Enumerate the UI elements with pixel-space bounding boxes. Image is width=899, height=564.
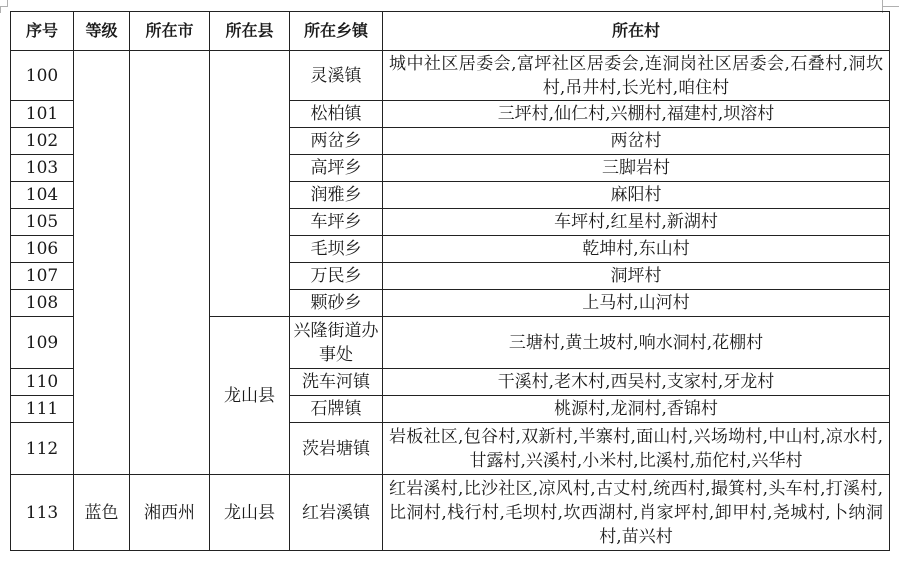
header-grade: 等级 <box>74 12 130 51</box>
row-villages: 城中社区居委会,富坪社区居委会,连洞岗社区居委会,石叠村,洞坎村,吊井村,长光村,咱住村 <box>383 51 890 101</box>
row-villages: 上马村,山河村 <box>383 290 890 317</box>
row-no: 104 <box>11 182 74 209</box>
table-header-row <box>11 12 890 51</box>
row-villages: 红岩溪村,比沙社区,凉风村,古丈村,统西村,撮箕村,头车村,打溪村,比洞村,栈行村,毛坝村,坎西湖村,肖家坪村,卸甲村,尧城村,卜纳洞村,苗兴村 <box>383 475 890 551</box>
row-villages: 岩板社区,包谷村,双新村,半寨村,面山村,兴场坳村,中山村,凉水村,甘露村,兴溪村,小米村,比溪村,茄佗村,兴华村 <box>383 423 890 475</box>
row-villages: 洞坪村 <box>383 263 890 290</box>
row-villages: 三坪村,仙仁村,兴棚村,福建村,坝溶村 <box>383 101 890 128</box>
county-cell-empty <box>210 51 290 317</box>
row-no: 105 <box>11 209 74 236</box>
grade-cell: 蓝色 <box>74 475 130 551</box>
row-no: 113 <box>11 475 74 551</box>
header-town: 所在乡镇 <box>290 12 383 51</box>
header-no: 序号 <box>11 12 74 51</box>
table-row <box>11 51 890 101</box>
row-villages: 两岔村 <box>383 128 890 155</box>
row-town: 毛坝乡 <box>290 236 383 263</box>
row-villages: 干溪村,老木村,西吴村,支家村,牙龙村 <box>383 369 890 396</box>
row-no: 103 <box>11 155 74 182</box>
page-corner-mark-left-h <box>0 6 8 13</box>
table-row <box>11 475 890 551</box>
row-no: 111 <box>11 396 74 423</box>
row-town: 颗砂乡 <box>290 290 383 317</box>
row-villages: 车坪村,红星村,新湖村 <box>383 209 890 236</box>
row-town: 红岩溪镇 <box>290 475 383 551</box>
row-no: 100 <box>11 51 74 101</box>
row-no: 112 <box>11 423 74 475</box>
header-village: 所在村 <box>383 12 890 51</box>
city-cell-empty <box>130 51 210 475</box>
row-town: 松柏镇 <box>290 101 383 128</box>
row-villages: 乾坤村,东山村 <box>383 236 890 263</box>
row-no: 109 <box>11 317 74 369</box>
row-no: 108 <box>11 290 74 317</box>
header-city: 所在市 <box>130 12 210 51</box>
row-no: 101 <box>11 101 74 128</box>
row-town: 两岔乡 <box>290 128 383 155</box>
row-no: 102 <box>11 128 74 155</box>
county-cell: 龙山县 <box>210 475 290 551</box>
village-table <box>10 11 890 551</box>
row-town: 洗车河镇 <box>290 369 383 396</box>
row-villages: 三脚岩村 <box>383 155 890 182</box>
county-cell: 龙山县 <box>210 317 290 475</box>
row-town: 高坪乡 <box>290 155 383 182</box>
row-villages: 桃源村,龙洞村,香锦村 <box>383 396 890 423</box>
row-town: 兴隆街道办事处 <box>290 317 383 369</box>
row-no: 106 <box>11 236 74 263</box>
grade-cell-empty <box>74 51 130 475</box>
row-town: 万民乡 <box>290 263 383 290</box>
row-no: 110 <box>11 369 74 396</box>
row-town: 车坪乡 <box>290 209 383 236</box>
row-no: 107 <box>11 263 74 290</box>
row-town: 石牌镇 <box>290 396 383 423</box>
row-town: 润雅乡 <box>290 182 383 209</box>
row-town: 茨岩塘镇 <box>290 423 383 475</box>
row-villages: 三塘村,黄土坡村,响水洞村,花棚村 <box>383 317 890 369</box>
row-villages: 麻阳村 <box>383 182 890 209</box>
row-town: 灵溪镇 <box>290 51 383 101</box>
city-cell: 湘西州 <box>130 475 210 551</box>
header-county: 所在县 <box>210 12 290 51</box>
